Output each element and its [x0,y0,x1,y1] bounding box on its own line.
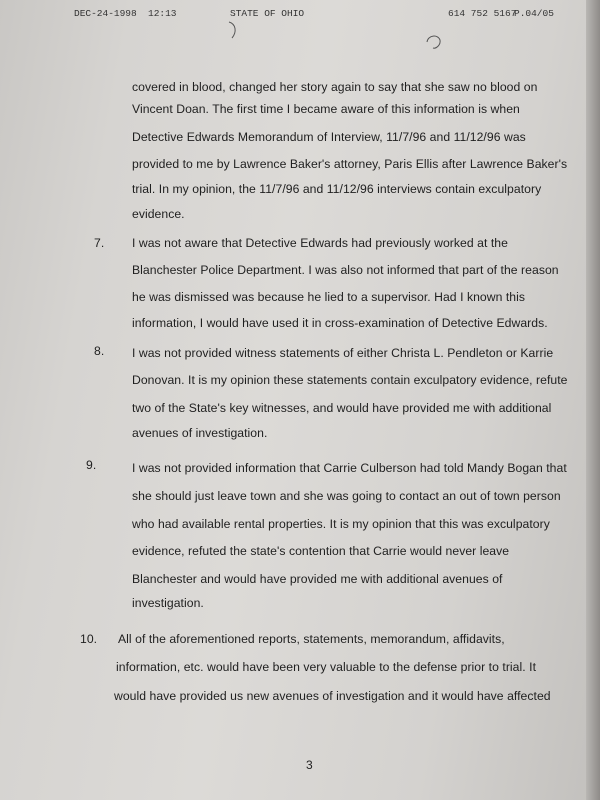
pen-mark-icon [226,20,242,40]
fax-sender: STATE OF OHIO [230,8,305,19]
text-line: investigation. [132,596,204,610]
text-line: I was not aware that Detective Edwards had previously worked at the [132,236,508,250]
text-line: information, etc. would have been very valuable to the defense prior to trial. It [116,660,537,674]
text-line: All of the aforementioned reports, statements, memorandum, affidavits, [118,632,505,646]
pen-mark-icon [424,32,444,52]
fax-page-count: P.04/05 [514,8,554,19]
text-line: trial. In my opinion, the 11/7/96 and 11/12/96 interviews contain exculpatory [132,182,542,196]
text-line: Detective Edwards Memorandum of Interview, 11/7/96 and 11/12/96 was [132,130,526,144]
text-line: she should just leave town and she was going to contact an out of town person [132,489,561,503]
text-line: I was not provided witness statements of either Christa L. Pendleton or Karrie [132,346,554,360]
text-line: who had available rental properties. It is my opinion that this was exculpatory [132,517,550,531]
text-line: I was not provided information that Carrie Culberson had told Mandy Bogan that [132,461,567,475]
text-line: avenues of investigation. [132,426,268,440]
text-line: Blanchester Police Department. I was also not informed that part of the reason [132,263,559,277]
paragraph-number: 7. [94,236,105,250]
paragraph-number: 10. [80,632,98,646]
text-line: he was dismissed was because he lied to a supervisor. Had I known this [132,290,526,304]
text-line: Vincent Doan. The first time I became aware of this information is when [132,102,520,116]
page-edge-shadow [586,0,600,800]
fax-phone: 614 752 5167 [448,8,517,19]
fax-date: DEC-24-1998 [74,8,137,19]
fax-header [74,8,570,24]
text-line: information, I would have used it in cross-examination of Detective Edwards. [132,316,548,330]
text-line: covered in blood, changed her story again to say that she saw no blood on [132,80,538,94]
text-line: two of the State's key witnesses, and would have provided me with additional [132,401,552,415]
fax-time: 12:13 [148,8,177,19]
text-line: Blanchester and would have provided me with additional avenues of [132,572,503,586]
paragraph-number: 8. [94,344,105,358]
text-line: evidence, refuted the state's contention that Carrie would never leave [132,544,510,558]
text-line: evidence. [132,207,185,221]
paragraph-number: 9. [86,458,97,472]
text-line: Donovan. It is my opinion these statements contain exculpatory evidence, refute [132,373,568,387]
text-line: would have provided us new avenues of investigation and it would have affected [114,689,551,703]
page-number: 3 [306,758,313,772]
text-line: provided to me by Lawrence Baker's attorney, Paris Ellis after Lawrence Baker's [132,157,568,171]
